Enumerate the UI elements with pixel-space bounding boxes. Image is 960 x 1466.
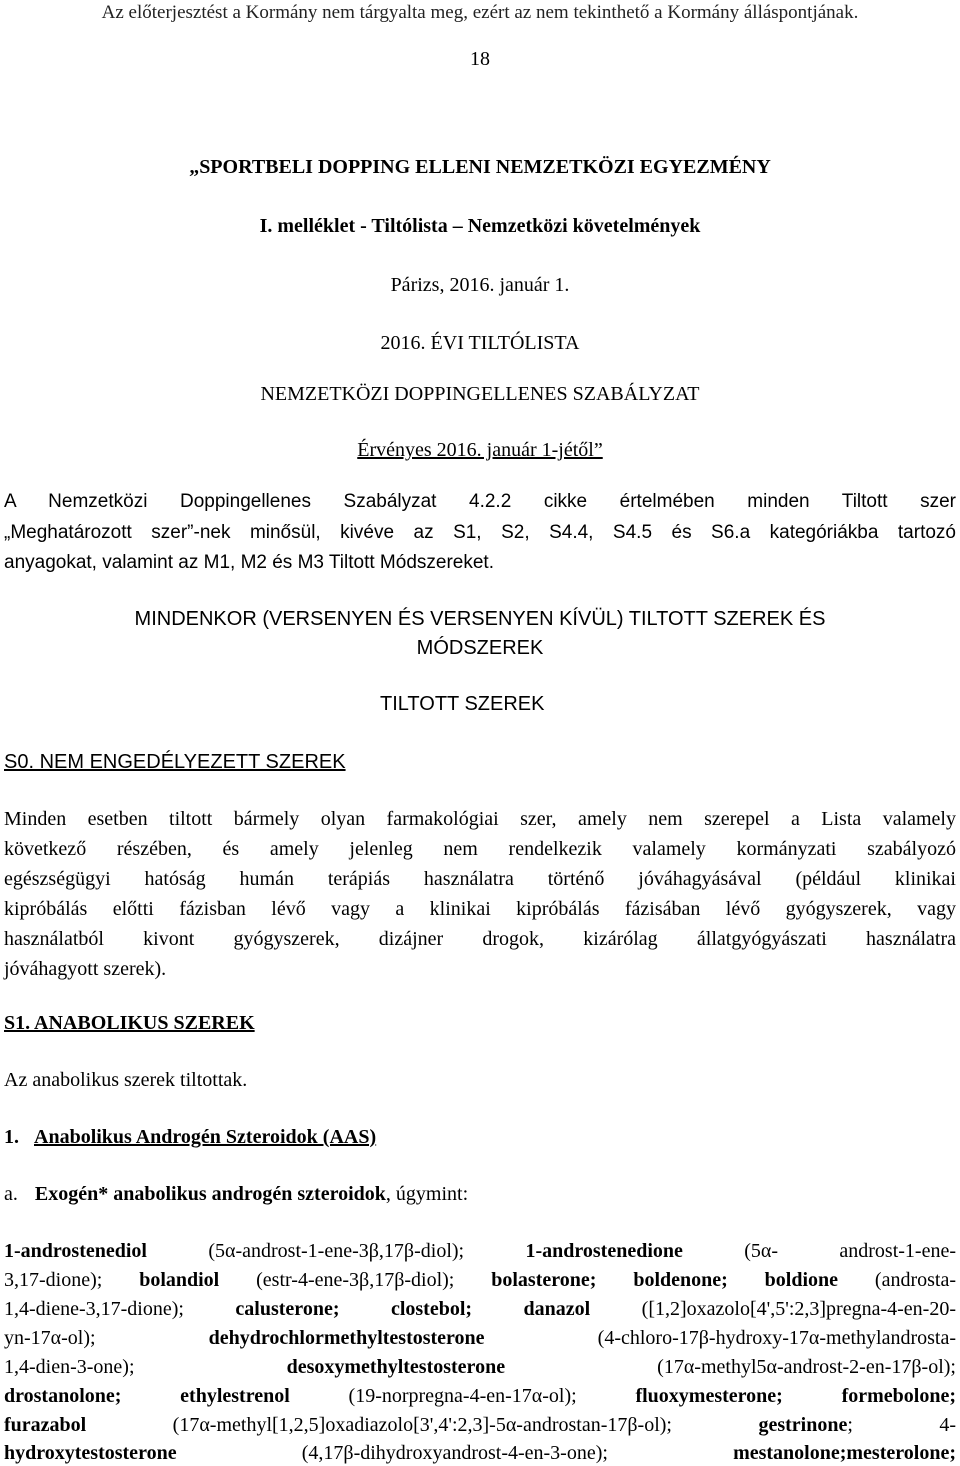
substances-line-3: 1,4-diene-3,17-dione); calusterone; clostebol; danazol ([1,2]oxazolo[4',5':2,3]pregna-4-en-20-	[4, 1298, 956, 1320]
substances-line-8: hydroxytestosterone (4,17β-dihydroxyandrost-4-en-3-one); mestanolone;mesterolone;	[4, 1442, 956, 1464]
code-title: NEMZETKÖZI DOPPINGELLENES SZABÁLYZAT	[260, 383, 700, 405]
s0-line-3: egészségügyi hatóság humán terápiás használatra történő jóváhagyásával (például klinikai	[4, 868, 956, 890]
s1-item-1-number: 1.	[4, 1126, 19, 1148]
convention-title: „SPORTBELI DOPPING ELLENI NEMZETKÖZI EGYEZMÉNY	[189, 156, 771, 178]
s1-item-a	[4, 1181, 468, 1207]
intro-line-3: anyagokat, valamint az M1, M2 és M3 Tiltott Módszereket.	[4, 552, 494, 573]
intro-line-2: „Meghatározott szer”-nek minősül, kivéve az S1, S2, S4.4, S4.5 és S6.a kategóriákba tartozó	[4, 522, 956, 543]
place-date: Párizs, 2016. január 1.	[390, 274, 570, 296]
s0-line-5: használatból kivont gyógyszerek, dizájner drogok, kizárólag állatgyógyászati használatra	[4, 928, 956, 950]
valid-from: Érvényes 2016. január 1-jétől”	[357, 439, 603, 461]
s1-item-a-bold: Exogén* anabolikus androgén szteroidok	[34, 1183, 386, 1205]
s0-line-2: következő részében, és amely jelenleg nem rendelkezik valamely kormányzati szabályozó	[4, 838, 956, 860]
s1-item-a-letter: a.	[4, 1183, 18, 1205]
substances-line-2: 3,17-dione); bolandiol (estr-4-ene-3β,17β-diol); bolasterone; boldenone; boldione (androsta-	[4, 1269, 956, 1291]
list-title: 2016. ÉVI TILTÓLISTA	[380, 332, 580, 354]
page-number: 18	[470, 48, 490, 70]
substances-line-1: 1-androstenediol (5α-androst-1-ene-3β,17β-diol); 1-androstenedione (5α- androst-1-ene-	[4, 1240, 956, 1262]
substances-line-4: yn-17α-ol); dehydrochlormethyltestosterone (4-chloro-17β-hydroxy-17α-methylandrosta-	[4, 1327, 956, 1349]
intro-line-1: A Nemzetközi Doppingellenes Szabályzat 4.2.2 cikke értelmében minden Tiltott szer	[4, 491, 956, 512]
section-subheading: TILTOTT SZEREK	[380, 693, 545, 715]
substances-line-7: furazabol (17α-methyl[1,2,5]oxadiazolo[3',4':2,3]-5α-androstan-17β-ol); gestrinone; 4-	[4, 1414, 956, 1436]
section-heading-line-1: MINDENKOR (VERSENYEN ÉS VERSENYEN KÍVÜL) TILTOTT SZEREK ÉS	[134, 608, 826, 630]
s1-statement: Az anabolikus szerek tiltottak.	[4, 1069, 248, 1091]
s0-line-4: kipróbálás előtti fázisban lévő vagy a klinikai kipróbálás fázisában lévő gyógyszerek, vagy	[4, 898, 956, 920]
s1-item-1	[4, 1124, 376, 1150]
section-heading-line-2: MÓDSZEREK	[416, 637, 544, 659]
s1-item-a-rest: , úgymint:	[385, 1183, 469, 1205]
s0-heading: S0. NEM ENGEDÉLYEZETT SZEREK	[4, 751, 346, 773]
s0-line-6: jóváhagyott szerek).	[4, 958, 167, 980]
s1-heading: S1. ANABOLIKUS SZEREK	[4, 1012, 255, 1034]
s1-item-1-title: Anabolikus Androgén Szteroidok (AAS)	[34, 1126, 377, 1148]
substances-line-5: 1,4-dien-3-one); desoxymethyltestosterone (17α-methyl5α-androst-2-en-17β-ol);	[4, 1356, 956, 1378]
header-notice: Az előterjesztést a Kormány nem tárgyalta meg, ezért az nem tekinthető a Kormány álláspontjának.	[101, 2, 859, 23]
annex-title: I. melléklet - Tiltólista – Nemzetközi követelmények	[259, 215, 701, 237]
substances-line-6: drostanolone; ethylestrenol (19-norpregna-4-en-17α-ol); fluoxymesterone; formebolone;	[4, 1385, 956, 1407]
s0-line-1: Minden esetben tiltott bármely olyan farmakológiai szer, amely nem szerepel a Lista valamely	[4, 808, 956, 830]
